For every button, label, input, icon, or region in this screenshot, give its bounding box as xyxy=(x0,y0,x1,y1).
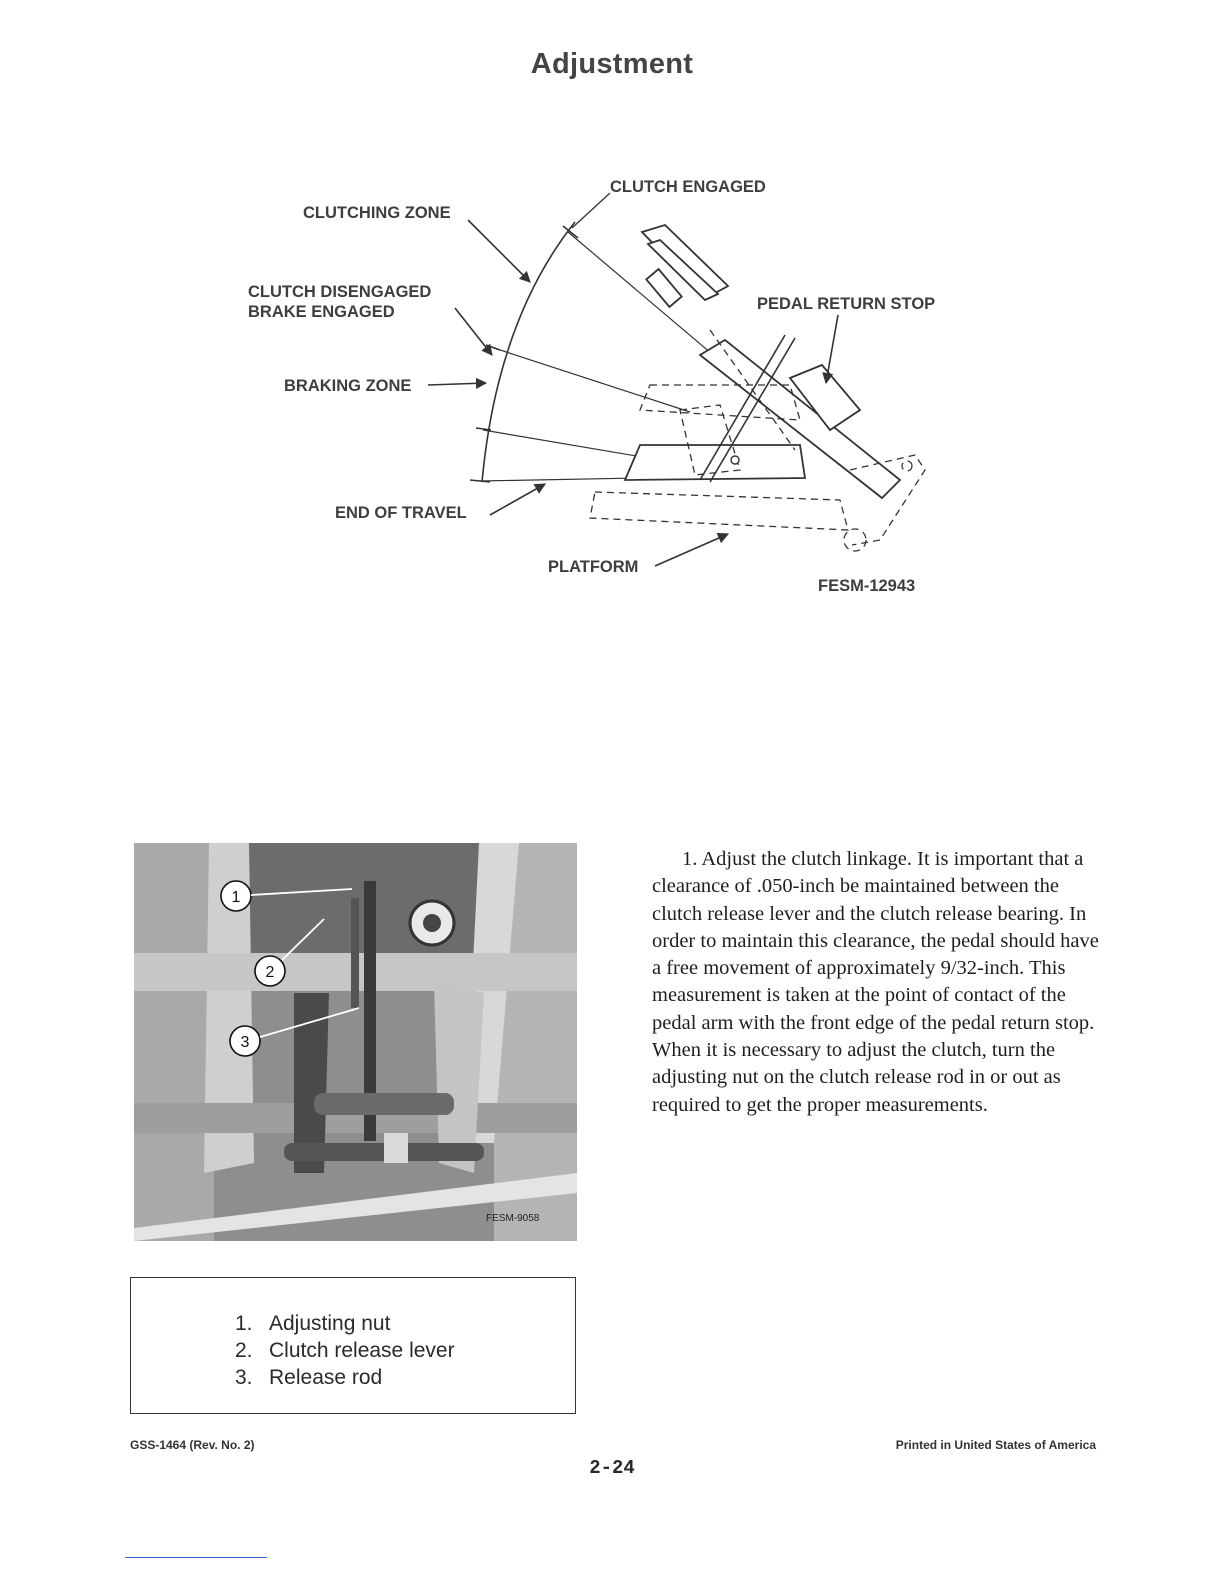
footer-rule xyxy=(125,1557,267,1558)
photo-callout-2: 2 xyxy=(265,964,275,981)
instruction-text xyxy=(652,846,1102,1119)
legend-item xyxy=(235,1310,455,1337)
legend-num: 1. xyxy=(235,1312,253,1335)
document-number: GSS-1464 (Rev. No. 2) xyxy=(130,1438,255,1452)
label-braking-zone: BRAKING ZONE xyxy=(284,377,412,395)
pedal-arm xyxy=(625,340,900,498)
label-clutch-engaged: CLUTCH ENGAGED xyxy=(610,178,766,196)
pedal-pad xyxy=(642,225,728,307)
label-pedal-return-stop: PEDAL RETURN STOP xyxy=(757,295,936,313)
braking-line xyxy=(483,430,660,460)
photo-legend xyxy=(130,1277,576,1414)
print-note: Printed in United States of America xyxy=(895,1438,1096,1452)
label-end-of-travel: END OF TRAVEL xyxy=(335,504,467,522)
legend-text: Adjusting nut xyxy=(269,1312,391,1335)
clutch-linkage-photo xyxy=(134,843,577,1241)
legend-text: Release rod xyxy=(269,1366,383,1389)
legend-num: 2. xyxy=(235,1339,253,1362)
legend-num: 3. xyxy=(235,1366,253,1389)
label-brake-engaged: BRAKE ENGAGED xyxy=(248,303,395,321)
figure-id-diagram: FESM-12943 xyxy=(818,577,916,595)
photo-callout-3: 3 xyxy=(240,1034,250,1051)
page-number: 2-24 xyxy=(589,1457,635,1479)
pedal-travel-diagram xyxy=(0,0,1224,640)
page-title: Adjustment xyxy=(530,48,694,80)
disengaged-line xyxy=(494,348,690,412)
end-line xyxy=(480,478,640,481)
photo-callout-1: 1 xyxy=(231,889,241,906)
legend-text: Clutch release lever xyxy=(269,1339,455,1362)
figure-id-photo: FESM-9058 xyxy=(486,1213,540,1224)
label-platform: PLATFORM xyxy=(548,558,639,576)
legend-item xyxy=(235,1337,455,1364)
label-clutch-disengaged: CLUTCH DISENGAGED xyxy=(248,283,432,301)
legend-item xyxy=(235,1364,455,1391)
label-clutching-zone: CLUTCHING ZONE xyxy=(303,204,451,222)
instruction-paragraph: 1. Adjust the clutch linkage. It is important that a clearance of .050-inch be maintained between the clutch release lever and the clutch release bearing. In order to maintain this clearance, the pedal should have a free movement of approximately 9/32-inch. This measurement is taken at the point of contact of the pedal arm with the front edge of the pedal return stop. When it is necessary to adjust the clutch, turn the adjusting nut on the clutch release rod in or out as required to get the proper measurements. xyxy=(652,848,1099,1116)
